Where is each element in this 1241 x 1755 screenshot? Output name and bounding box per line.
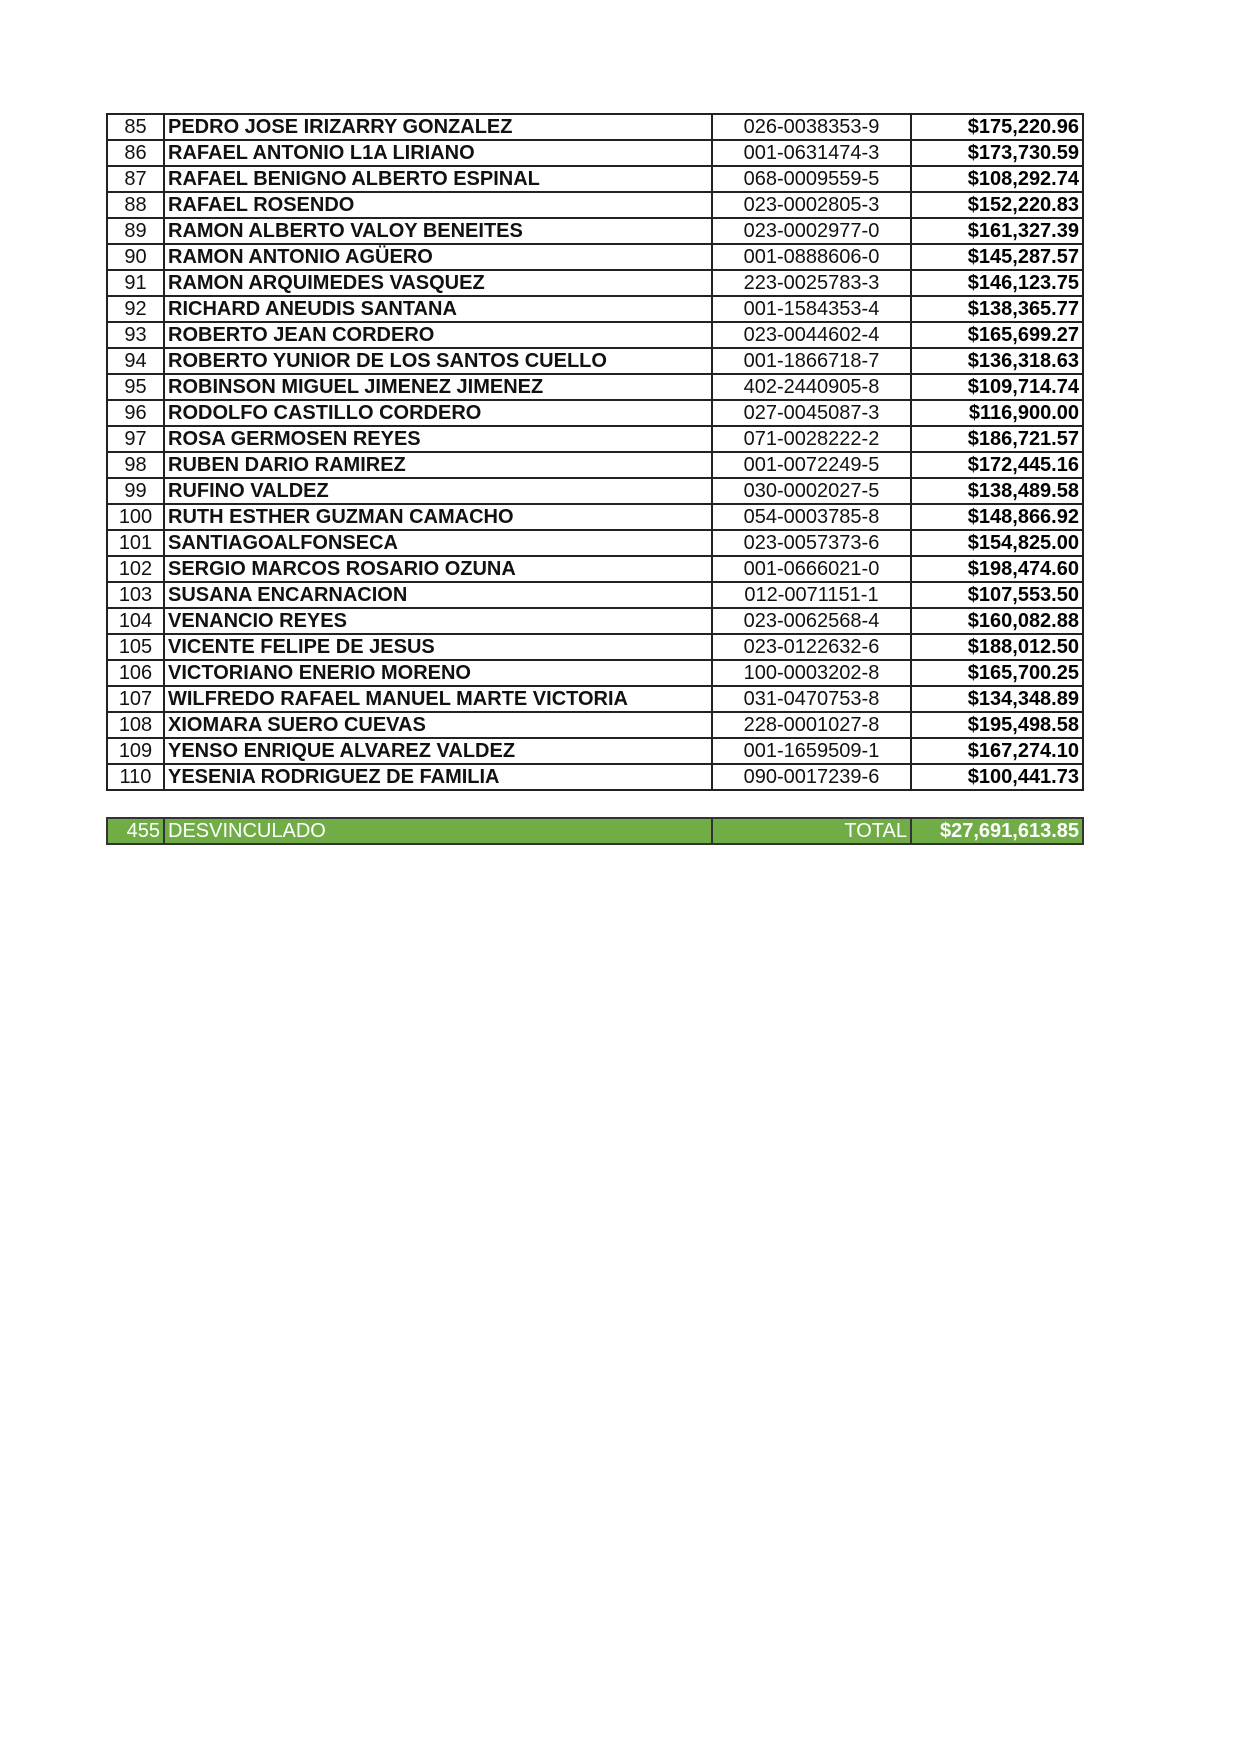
id-number: 402-2440905-8 [712, 374, 911, 400]
row-number: 91 [107, 270, 164, 296]
table-row [107, 764, 1083, 790]
employee-name: PEDRO JOSE IRIZARRY GONZALEZ [164, 114, 712, 140]
row-number: 85 [107, 114, 164, 140]
row-number: 101 [107, 530, 164, 556]
row-number: 110 [107, 764, 164, 790]
employee-name: RAMON ALBERTO VALOY BENEITES [164, 218, 712, 244]
employee-name: VICTORIANO ENERIO MORENO [164, 660, 712, 686]
row-number: 104 [107, 608, 164, 634]
spreadsheet-page [106, 113, 1084, 845]
employee-name: VICENTE FELIPE DE JESUS [164, 634, 712, 660]
id-number: 030-0002027-5 [712, 478, 911, 504]
row-number: 102 [107, 556, 164, 582]
id-number: 228-0001027-8 [712, 712, 911, 738]
row-number: 89 [107, 218, 164, 244]
row-number: 90 [107, 244, 164, 270]
amount: $152,220.83 [911, 192, 1083, 218]
table-row [107, 660, 1083, 686]
row-number: 93 [107, 322, 164, 348]
amount: $134,348.89 [911, 686, 1083, 712]
table-row [107, 556, 1083, 582]
row-number: 98 [107, 452, 164, 478]
amount: $160,082.88 [911, 608, 1083, 634]
summary-row [107, 818, 1083, 844]
id-number: 090-0017239-6 [712, 764, 911, 790]
id-number: 023-0044602-4 [712, 322, 911, 348]
employee-name: XIOMARA SUERO CUEVAS [164, 712, 712, 738]
records-table-body [107, 114, 1083, 790]
id-number: 001-1584353-4 [712, 296, 911, 322]
table-row [107, 114, 1083, 140]
row-number: 94 [107, 348, 164, 374]
table-row [107, 634, 1083, 660]
total-label: TOTAL [712, 818, 911, 844]
employee-name: ROBERTO JEAN CORDERO [164, 322, 712, 348]
employee-name: YENSO ENRIQUE ALVAREZ VALDEZ [164, 738, 712, 764]
row-number: 103 [107, 582, 164, 608]
amount: $148,866.92 [911, 504, 1083, 530]
amount: $109,714.74 [911, 374, 1083, 400]
table-row [107, 400, 1083, 426]
amount: $165,700.25 [911, 660, 1083, 686]
amount: $188,012.50 [911, 634, 1083, 660]
row-number: 87 [107, 166, 164, 192]
row-number: 92 [107, 296, 164, 322]
table-row [107, 244, 1083, 270]
table-row [107, 374, 1083, 400]
records-table [106, 113, 1084, 791]
amount: $138,365.77 [911, 296, 1083, 322]
table-row [107, 608, 1083, 634]
table-row [107, 686, 1083, 712]
row-number: 106 [107, 660, 164, 686]
summary-table [106, 817, 1084, 845]
row-number: 100 [107, 504, 164, 530]
id-number: 001-1659509-1 [712, 738, 911, 764]
amount: $154,825.00 [911, 530, 1083, 556]
employee-name: RAMON ANTONIO AGÜERO [164, 244, 712, 270]
id-number: 001-0666021-0 [712, 556, 911, 582]
row-number: 97 [107, 426, 164, 452]
employee-name: WILFREDO RAFAEL MANUEL MARTE VICTORIA [164, 686, 712, 712]
table-row [107, 452, 1083, 478]
row-number: 96 [107, 400, 164, 426]
total-amount: $27,691,613.85 [911, 818, 1083, 844]
employee-name: SERGIO MARCOS ROSARIO OZUNA [164, 556, 712, 582]
amount: $161,327.39 [911, 218, 1083, 244]
table-row [107, 738, 1083, 764]
row-number: 88 [107, 192, 164, 218]
employee-name: RUTH ESTHER GUZMAN CAMACHO [164, 504, 712, 530]
id-number: 001-0888606-0 [712, 244, 911, 270]
employee-name: RICHARD ANEUDIS SANTANA [164, 296, 712, 322]
amount: $195,498.58 [911, 712, 1083, 738]
amount: $175,220.96 [911, 114, 1083, 140]
employee-name: RUBEN DARIO RAMIREZ [164, 452, 712, 478]
table-row [107, 166, 1083, 192]
employee-name: RAFAEL BENIGNO ALBERTO ESPINAL [164, 166, 712, 192]
id-number: 071-0028222-2 [712, 426, 911, 452]
row-number: 107 [107, 686, 164, 712]
amount: $146,123.75 [911, 270, 1083, 296]
id-number: 012-0071151-1 [712, 582, 911, 608]
table-row [107, 218, 1083, 244]
summary-label: DESVINCULADO [164, 818, 712, 844]
employee-name: RAMON ARQUIMEDES VASQUEZ [164, 270, 712, 296]
amount: $145,287.57 [911, 244, 1083, 270]
id-number: 100-0003202-8 [712, 660, 911, 686]
employee-name: RODOLFO CASTILLO CORDERO [164, 400, 712, 426]
id-number: 223-0025783-3 [712, 270, 911, 296]
row-number: 95 [107, 374, 164, 400]
id-number: 068-0009559-5 [712, 166, 911, 192]
table-row [107, 348, 1083, 374]
row-number: 109 [107, 738, 164, 764]
summary-count: 455 [107, 818, 164, 844]
amount: $165,699.27 [911, 322, 1083, 348]
table-row [107, 478, 1083, 504]
id-number: 026-0038353-9 [712, 114, 911, 140]
id-number: 023-0062568-4 [712, 608, 911, 634]
id-number: 023-0002805-3 [712, 192, 911, 218]
table-row [107, 426, 1083, 452]
amount: $172,445.16 [911, 452, 1083, 478]
employee-name: YESENIA RODRIGUEZ DE FAMILIA [164, 764, 712, 790]
table-row [107, 712, 1083, 738]
employee-name: SUSANA ENCARNACION [164, 582, 712, 608]
id-number: 001-1866718-7 [712, 348, 911, 374]
row-number: 108 [107, 712, 164, 738]
employee-name: RAFAEL ANTONIO L1A LIRIANO [164, 140, 712, 166]
amount: $138,489.58 [911, 478, 1083, 504]
amount: $107,553.50 [911, 582, 1083, 608]
table-row [107, 192, 1083, 218]
employee-name: SANTIAGOALFONSECA [164, 530, 712, 556]
amount: $186,721.57 [911, 426, 1083, 452]
table-row [107, 504, 1083, 530]
amount: $100,441.73 [911, 764, 1083, 790]
employee-name: ROSA GERMOSEN REYES [164, 426, 712, 452]
employee-name: RUFINO VALDEZ [164, 478, 712, 504]
id-number: 001-0072249-5 [712, 452, 911, 478]
table-row [107, 296, 1083, 322]
id-number: 001-0631474-3 [712, 140, 911, 166]
row-number: 86 [107, 140, 164, 166]
id-number: 027-0045087-3 [712, 400, 911, 426]
employee-name: ROBINSON MIGUEL JIMENEZ JIMENEZ [164, 374, 712, 400]
id-number: 023-0057373-6 [712, 530, 911, 556]
table-row [107, 582, 1083, 608]
table-row [107, 322, 1083, 348]
employee-name: ROBERTO YUNIOR DE LOS SANTOS CUELLO [164, 348, 712, 374]
amount: $136,318.63 [911, 348, 1083, 374]
table-row [107, 140, 1083, 166]
amount: $198,474.60 [911, 556, 1083, 582]
amount: $108,292.74 [911, 166, 1083, 192]
amount: $167,274.10 [911, 738, 1083, 764]
amount: $173,730.59 [911, 140, 1083, 166]
id-number: 054-0003785-8 [712, 504, 911, 530]
table-row [107, 530, 1083, 556]
id-number: 031-0470753-8 [712, 686, 911, 712]
employee-name: RAFAEL ROSENDO [164, 192, 712, 218]
amount: $116,900.00 [911, 400, 1083, 426]
row-number: 99 [107, 478, 164, 504]
row-number: 105 [107, 634, 164, 660]
id-number: 023-0122632-6 [712, 634, 911, 660]
id-number: 023-0002977-0 [712, 218, 911, 244]
employee-name: VENANCIO REYES [164, 608, 712, 634]
table-row [107, 270, 1083, 296]
